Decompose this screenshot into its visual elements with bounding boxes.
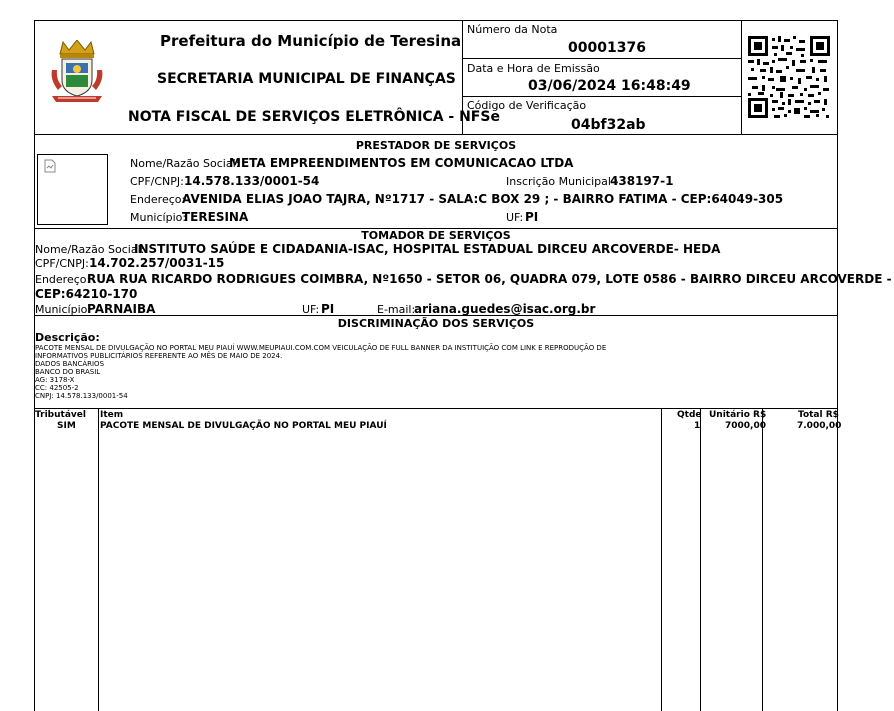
numero-underline (463, 58, 741, 59)
tomador-section-title: TOMADOR DE SERVIÇOS (361, 229, 511, 242)
cell-unitario: 7000,00 (725, 421, 766, 431)
prestador-municipio-value: TERESINA (182, 210, 249, 224)
descricao-line: CNPJ: 14.578.133/0001-54 (35, 392, 128, 400)
frame-right (837, 20, 838, 711)
prefeitura-title: Prefeitura do Município de Teresina (160, 32, 462, 50)
col-div-total (762, 408, 763, 711)
coat-of-arms-logo (48, 40, 106, 106)
prestador-uf-label: UF: (506, 211, 524, 224)
prestador-nome-value: META EMPREENDIMENTOS EM COMUNICACAO LTDA (229, 156, 574, 170)
prestador-logo-placeholder (37, 154, 108, 225)
tomador-cnpj-value: 14.702.257/0031-15 (89, 256, 225, 270)
tomador-uf-label: UF: (302, 303, 320, 316)
qr-code (748, 36, 830, 118)
cell-total: 7.000,00 (797, 421, 842, 431)
frame-top (34, 20, 838, 21)
descricao-line: DADOS BANCÁRIOS (35, 360, 105, 368)
numero-label: Número da Nota (467, 23, 558, 36)
prestador-section-title: PRESTADOR DE SERVIÇOS (355, 139, 517, 152)
header-divider-2 (741, 20, 742, 135)
prestador-cnpj-value: 14.578.133/0001-54 (184, 174, 320, 188)
descricao-line: AG: 3178-X (35, 376, 75, 384)
cell-tributavel: SIM (57, 421, 76, 431)
descricao-line: PACOTE MENSAL DE DIVULGAÇÃO NO PORTAL MEU PIAUÍ WWW.MEUPIAUI.COM.COM VEICULAÇÃO DE FULL BANNER DA INSTITUIÇÃO COM LINK E REPRODUÇÃO DE (35, 344, 607, 352)
col-header-total: Total R$ (798, 410, 839, 420)
tomador-uf-value: PI (321, 302, 335, 316)
descricao-label: Descrição: (35, 331, 100, 344)
tomador-endereco-value-2: CEP:64210-170 (35, 287, 138, 301)
prestador-cnpj-label: CPF/CNPJ: (130, 175, 184, 188)
tomador-email-value: ariana.guedes@isac.org.br (414, 302, 596, 316)
col-div-unit (700, 408, 701, 711)
prestador-municipio-label: Município: (130, 211, 187, 224)
cell-item: PACOTE MENSAL DE DIVULGAÇÃO NO PORTAL MEU PIAUÍ (100, 421, 387, 431)
discriminacao-bottom (34, 408, 838, 409)
table-row (0, 421, 894, 433)
header-bottom (34, 134, 838, 135)
tomador-municipio-value: PARNAIBA (87, 302, 156, 316)
codigo-value: 04bf32ab (571, 117, 646, 133)
descricao-line: CC: 42505-2 (35, 384, 79, 392)
nfse-title: NOTA FISCAL DE SERVIÇOS ELETRÔNICA - NFSe (128, 109, 500, 125)
tomador-nome-value: INSTITUTO SAÚDE E CIDADANIA-ISAC, HOSPITAL ESTADUAL DIRCEU ARCOVERDE- HEDA (134, 242, 721, 256)
broken-image-icon (44, 159, 56, 173)
prestador-im-value: 438197-1 (610, 174, 674, 188)
data-label: Data e Hora de Emissão (467, 62, 600, 75)
descricao-line: BANCO DO BRASIL (35, 368, 101, 376)
prestador-endereco-label: Endereço: (130, 193, 186, 206)
col-div-qtde (661, 408, 662, 711)
col-header-unitario: Unitário R$ (709, 410, 767, 420)
tomador-cnpj-label: CPF/CNPJ: (35, 257, 89, 270)
tomador-nome-label: Nome/Razão Social: (35, 243, 145, 256)
prestador-uf-value: PI (525, 210, 539, 224)
prestador-im-label: Inscrição Municipal : (506, 175, 619, 188)
prestador-endereco-value: AVENIDA ELIAS JOAO TAJRA, Nº1717 - SALA:C BOX 29 ; - BAIRRO FATIMA - CEP:64049-305 (182, 192, 784, 206)
tomador-email-label: E-mail: (377, 303, 416, 316)
data-underline (463, 96, 741, 97)
col-header-item: Item (100, 410, 124, 420)
col-div-item (98, 408, 99, 711)
col-header-tributavel: Tributável (35, 410, 86, 420)
cell-qtde: 1 (694, 421, 701, 431)
prestador-nome-label: Nome/Razão Social: (130, 157, 240, 170)
discriminacao-section-title: DISCRIMINAÇÃO DOS SERVIÇOS (337, 317, 535, 330)
tomador-endereco-value-1: RUA RUA RICARDO RODRIGUES COIMBRA, Nº1650 - SETOR 06, QUADRA 079, LOTE 0586 - BAIRRO DIRCEU ARCOVERDE - (87, 272, 892, 286)
col-header-qtde: Qtde (677, 410, 702, 420)
data-value: 03/06/2024 16:48:49 (528, 78, 691, 94)
codigo-label: Código de Verificação (467, 99, 587, 112)
descricao-text (35, 344, 835, 400)
tomador-endereco-label: Endereço: (35, 273, 91, 286)
descricao-line: INFORMATIVOS PUBLICITÁRIOS REFERENTE AO MÊS DE MAIO DE 2024. (35, 352, 283, 360)
tomador-municipio-label: Município: (35, 303, 92, 316)
secretaria-title: SECRETARIA MUNICIPAL DE FINANÇAS (157, 71, 456, 87)
numero-value: 00001376 (568, 40, 646, 56)
